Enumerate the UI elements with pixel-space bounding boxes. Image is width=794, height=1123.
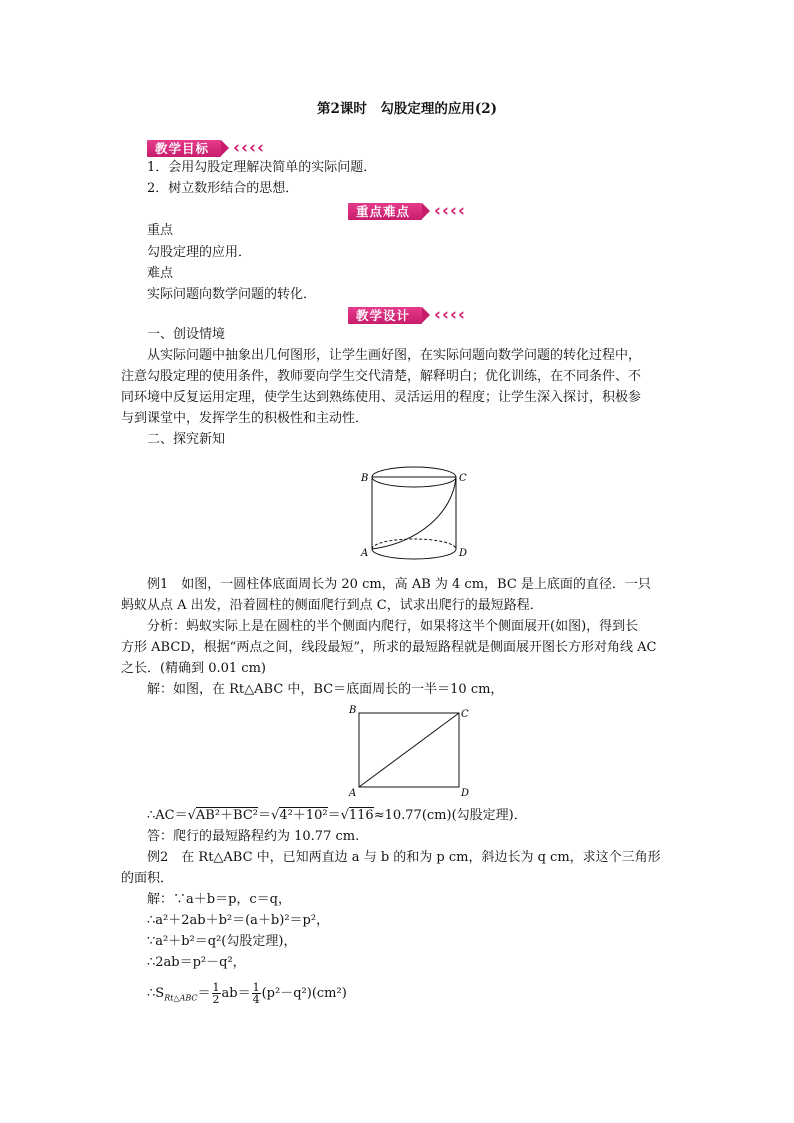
example1-solution: 解：如图，在 Rt△ABC 中，BC＝底面周长的一半＝10 cm，	[147, 682, 504, 697]
label-b: B	[349, 705, 357, 716]
section2-heading: 二、探究新知	[147, 432, 226, 447]
difficulty-text: 实际问题向数学问题的转化．	[147, 287, 317, 302]
section1-heading: 一、创设情境	[147, 327, 226, 342]
diagonal-ac	[359, 713, 459, 787]
focus-text: 勾股定理的应用．	[147, 245, 252, 260]
objective-1: 1．会用勾股定理解决简单的实际问题．	[147, 160, 377, 175]
example1-line-2: 蚂蚁从点 A 出发，沿着圆柱的侧面爬行到点 C，试求出爬行的最短路程．	[121, 598, 543, 613]
example1-analysis-2: 方形 ABCD，根据“两点之间，线段最短”，所求的最短路程就是侧面展开图长方形对角线 AC	[121, 640, 657, 655]
banner-objectives-label: 教学目标	[147, 140, 221, 157]
sqrt-ab-bc: AB²＋BC²	[195, 808, 259, 823]
label-b: B	[361, 473, 369, 484]
objective-2: 2．树立数形结合的思想．	[147, 181, 299, 196]
banner-key-points	[348, 202, 466, 220]
focus-label: 重点	[147, 223, 174, 238]
label-d: D	[461, 788, 470, 798]
page-title: 第2课时 勾股定理的应用(2)	[317, 101, 498, 117]
sqrt-4-10: 4²＋10²	[279, 808, 328, 823]
example1-analysis-1: 分析：蚂蚁实际上是在圆柱的半个侧面内爬行，如果将这半个侧面展开(如图)，得到长	[147, 619, 639, 634]
section1-line-3: 同环境中反复运用定理，使学生达到熟练使用、灵活运用的程度；让学生深入探讨，积极参	[121, 390, 642, 405]
chevron-icon: ‹‹‹‹	[434, 201, 467, 221]
example2-step-3: ∵a²＋b²＝q²(勾股定理)，	[147, 934, 297, 949]
bottom-back-arc	[372, 539, 456, 549]
rectangle-figure	[345, 703, 470, 798]
chevron-icon: ‹‹‹‹	[233, 138, 266, 158]
section1-line-4: 与到课堂中，发挥学生的积极性和主动性．	[121, 411, 369, 426]
banner-key-points-label: 重点难点	[348, 203, 422, 220]
cylinder-figure	[358, 463, 468, 563]
example1-answer: 答：爬行的最短路程约为 10.77 cm.	[147, 829, 360, 844]
example1-line-1: 例1 如图，一圆柱体底面周长为 20 cm，高 AB 为 4 cm，BC 是上底面的直径．一只	[147, 577, 651, 592]
label-d: D	[459, 548, 468, 559]
example2-step-4: ∴2ab＝p²－q²，	[147, 955, 246, 970]
label-c: C	[459, 473, 467, 484]
banner-design-label: 教学设计	[348, 307, 422, 324]
example2-line-2: 的面积．	[121, 871, 174, 886]
example1-analysis-3: 之长．(精确到 0.01 cm)	[121, 661, 266, 676]
label-a: A	[361, 548, 369, 559]
example2-step-1: 解：∵a＋b＝p，c＝q，	[147, 892, 291, 907]
example2-step-2: ∴a²＋2ab＋b²＝(a＋b)²＝p²，	[147, 913, 330, 928]
label-c: C	[461, 709, 469, 720]
banner-objectives	[147, 139, 265, 157]
section1-line-2: 注意勾股定理的使用条件，教师要向学生交代清楚，解释明白；优化训练，在不同条件、不	[121, 369, 642, 384]
difficulty-label: 难点	[147, 266, 174, 281]
fraction-one-quarter: $\frac{1}{4}$	[252, 981, 260, 1006]
banner-design	[348, 306, 466, 324]
spiral-path	[372, 477, 456, 549]
sqrt-116: 116	[348, 808, 374, 823]
section1-line-1: 从实际问题中抽象出几何图形，让学生画好图，在实际问题向数学问题的转化过程中，	[147, 348, 642, 363]
label-a: A	[349, 788, 357, 798]
fraction-one-half: $\frac{1}{2}$	[212, 981, 220, 1006]
example1-calc: ∴AC＝√AB²＋BC²＝√4²＋10²＝√116≈10.77(cm)(勾股定理)．	[147, 808, 527, 823]
example2-step-5: $\therefore S_{Rt\triangle ABC}=$ $\frac{1}{2}$ ab＝ $\frac{1}{4}$ (p²－q²)(cm²)	[147, 981, 347, 1006]
bottom-front-arc	[372, 549, 456, 559]
chevron-icon: ‹‹‹‹	[434, 305, 467, 325]
example2-line-1: 例2 在 Rt△ABC 中，已知两直边 a 与 b 的和为 p cm，斜边长为 q cm，求这个三角形	[147, 850, 661, 865]
